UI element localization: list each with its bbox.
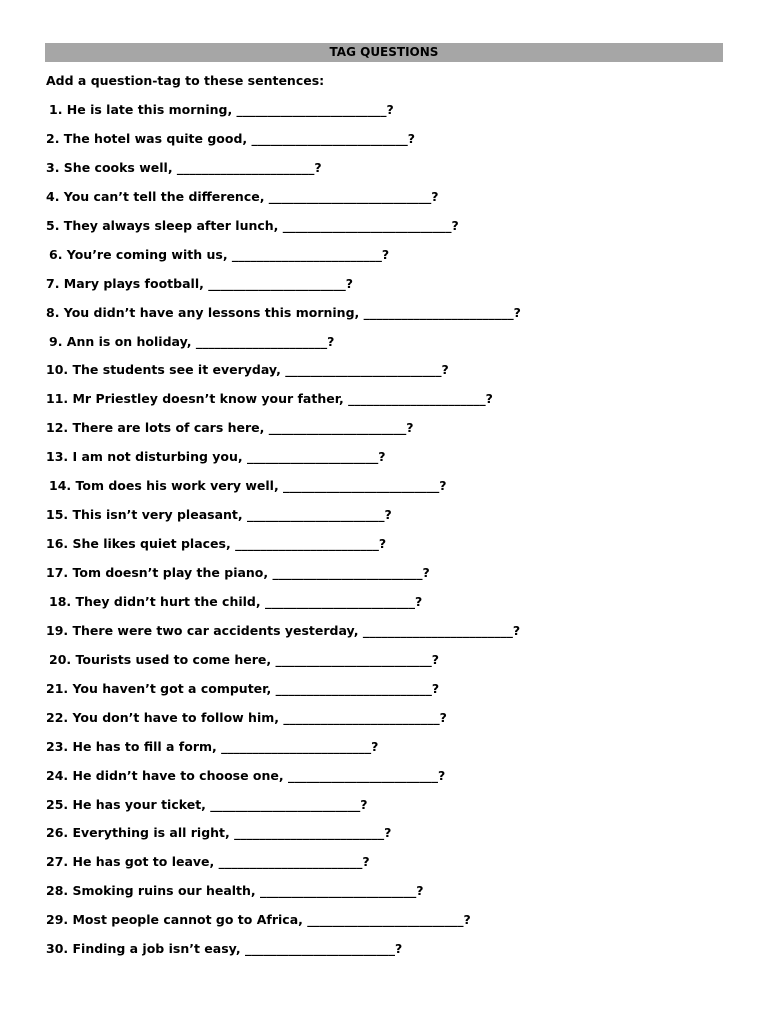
question-item: 14. Tom does his work very well, _________________________?: [49, 478, 447, 494]
question-item: 8. You didn’t have any lessons this morning, ________________________?: [46, 304, 521, 320]
question-item: 29. Most people cannot go to Africa, _________________________?: [46, 912, 471, 928]
question-item: 12. There are lots of cars here, ______________________?: [46, 420, 414, 436]
question-item: 16. She likes quiet places, _______________________?: [46, 536, 387, 552]
question-list: [46, 100, 736, 968]
question-item: 22. You don’t have to follow him, _________________________?: [46, 709, 447, 725]
question-item: 13. I am not disturbing you, _____________________?: [46, 449, 386, 465]
question-item: 28. Smoking ruins our health, _________________________?: [46, 883, 424, 899]
question-item: 6. You’re coming with us, ________________________?: [49, 246, 390, 262]
question-item: 3. She cooks well, ______________________?: [46, 159, 322, 175]
instructions-text: Add a question-tag to these sentences:: [46, 73, 325, 88]
question-item: 24. He didn’t have to choose one, ________________________?: [46, 767, 446, 783]
question-item: 18. They didn’t hurt the child, ________________________?: [49, 593, 423, 609]
question-item: 19. There were two car accidents yesterday, ________________________?: [46, 622, 521, 638]
question-item: 15. This isn’t very pleasant, ______________________?: [46, 507, 392, 523]
question-item: 1. He is late this morning, ________________________?: [49, 102, 394, 117]
question-item: 21. You haven’t got a computer, _________________________?: [46, 680, 440, 696]
question-item: 25. He has your ticket, ________________________?: [46, 796, 368, 812]
question-item: 23. He has to fill a form, ________________________?: [46, 738, 379, 754]
question-item: 17. Tom doesn’t play the piano, ________________________?: [46, 565, 430, 580]
question-item: 7. Mary plays football, ______________________?: [46, 275, 353, 291]
question-item: 9. Ann is on holiday, _____________________?: [49, 333, 335, 349]
question-item: 10. The students see it everyday, _________________________?: [46, 362, 449, 378]
question-item: 5. They always sleep after lunch, ___________________________?: [46, 217, 459, 233]
worksheet-title: TAG QUESTIONS: [45, 43, 723, 62]
question-item: 26. Everything is all right, ________________________?: [46, 825, 392, 841]
question-item: 11. Mr Priestley doesn’t know your father, ______________________?: [46, 391, 493, 407]
question-item: 20. Tourists used to come here, _________________________?: [49, 651, 440, 667]
question-item: 30. Finding a job isn’t easy, ________________________?: [46, 941, 403, 957]
question-item: 2. The hotel was quite good, _________________________?: [46, 130, 416, 146]
question-item: 27. He has got to leave, _______________________?: [46, 854, 370, 870]
question-item: 4. You can’t tell the difference, __________________________?: [46, 188, 439, 204]
